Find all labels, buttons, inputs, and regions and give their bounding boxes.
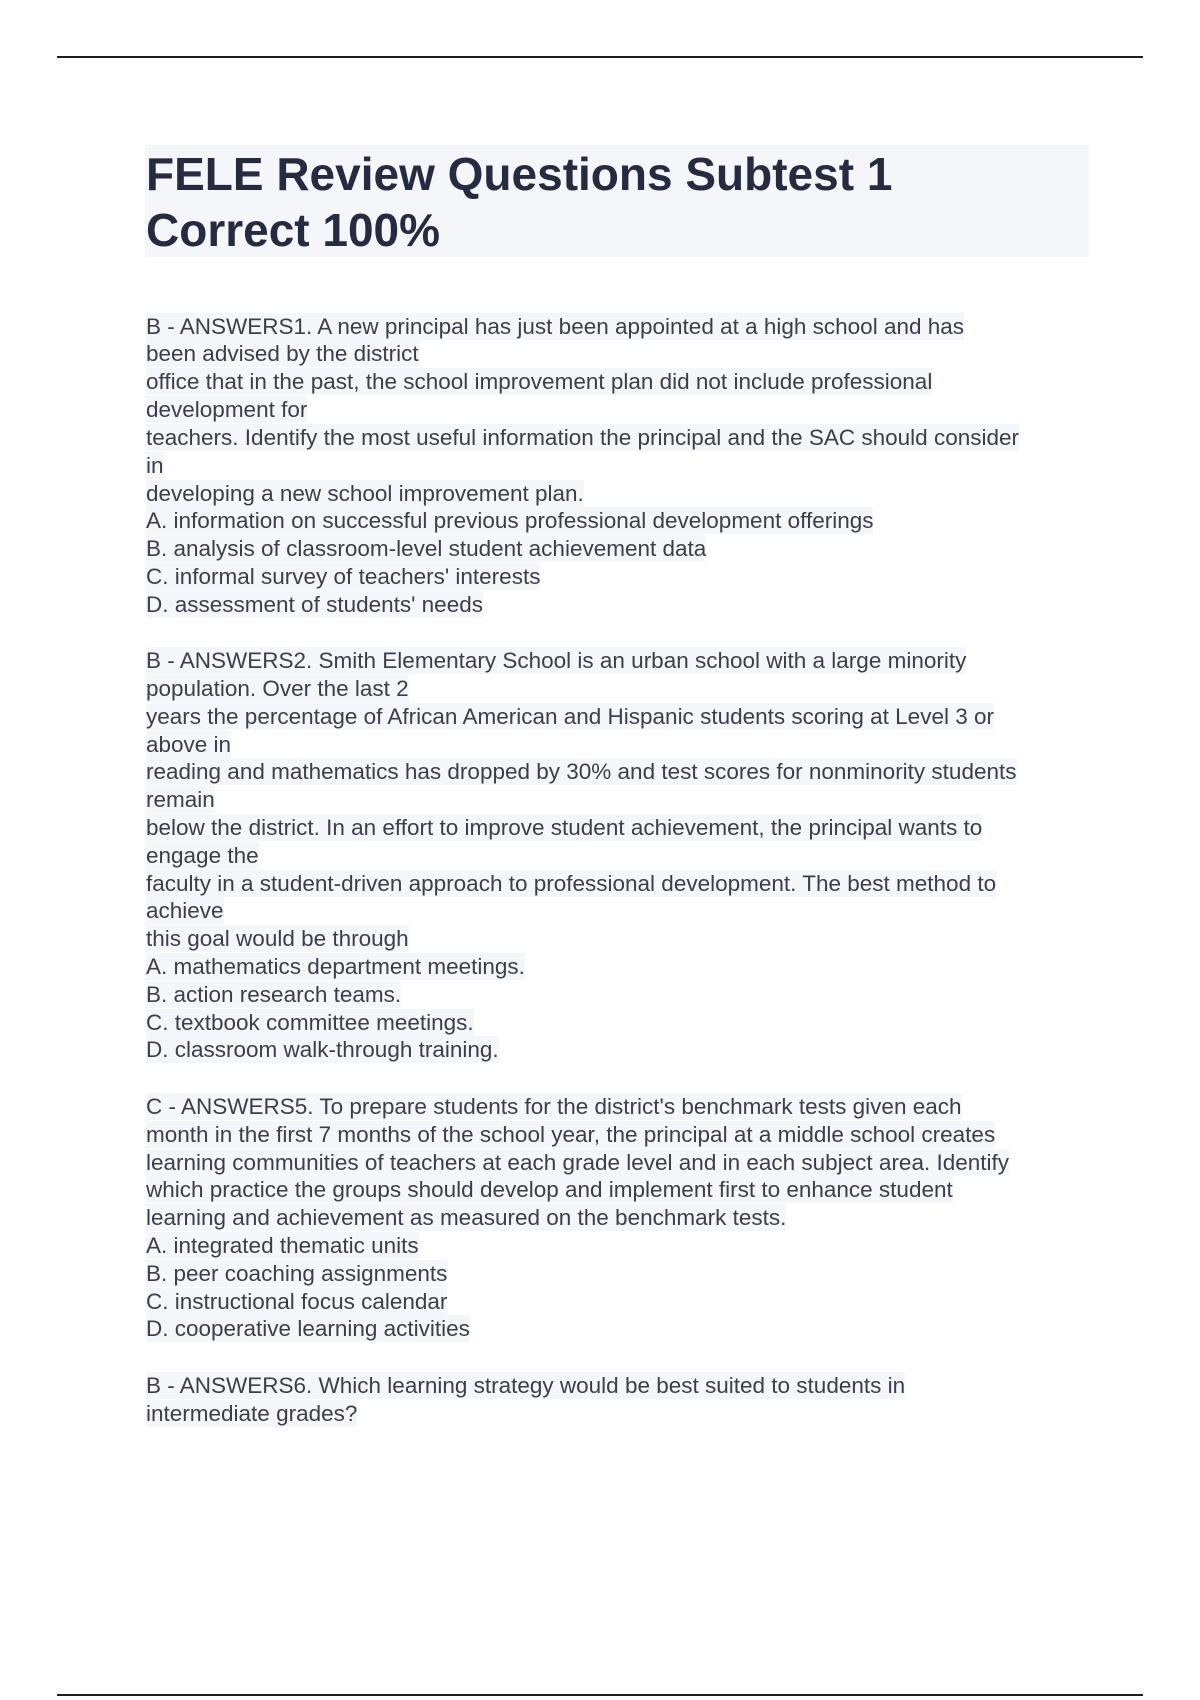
page-title-line-1: FELE Review Questions Subtest 1 xyxy=(146,148,893,200)
question-text-line: remain xyxy=(146,787,215,812)
question-text-line: intermediate grades? xyxy=(146,1401,358,1426)
question-text-line: learning and achievement as measured on the benchmark tests. xyxy=(146,1205,787,1230)
question-text-line: B - ANSWERS2. Smith Elementary School is an urban school with a large minority xyxy=(146,648,967,673)
question-text-line: B - ANSWERS1. A new principal has just been appointed at a high school and has xyxy=(146,314,965,339)
question-text-line: years the percentage of African American and Hispanic students scoring at Level 3 or xyxy=(146,704,994,729)
question-text-line: development for xyxy=(146,397,308,422)
question-text-line: C - ANSWERS5. To prepare students for the district's benchmark tests given each xyxy=(146,1094,962,1119)
question-text-line: month in the first 7 months of the school year, the principal at a middle school creates xyxy=(146,1122,996,1147)
question-text-line: below the district. In an effort to improve student achievement, the principal wants to xyxy=(146,815,983,840)
answer-option: A. integrated thematic units xyxy=(146,1233,419,1258)
answer-option: A. information on successful previous professional development offerings xyxy=(146,508,874,533)
answer-option: B. analysis of classroom-level student achievement data xyxy=(146,536,707,561)
question-text-line: engage the xyxy=(146,843,259,868)
bottom-rule xyxy=(57,1694,1143,1696)
question-text-line: achieve xyxy=(146,898,224,923)
answer-option: D. cooperative learning activities xyxy=(146,1316,470,1341)
question-text-line: office that in the past, the school improvement plan did not include professional xyxy=(146,369,933,394)
question-text-line: in xyxy=(146,453,164,478)
question-text-line: developing a new school improvement plan. xyxy=(146,481,584,506)
question-text-line: population. Over the last 2 xyxy=(146,676,409,701)
question-text-line: been advised by the district xyxy=(146,341,419,366)
top-rule xyxy=(57,56,1143,58)
question-text-line: reading and mathematics has dropped by 30% and test scores for nonminority students xyxy=(146,759,1017,784)
question-text-line: teachers. Identify the most useful information the principal and the SAC should consider xyxy=(146,425,1019,450)
answer-option: B. peer coaching assignments xyxy=(146,1261,448,1286)
answer-option: D. classroom walk-through training. xyxy=(146,1037,499,1062)
question-text-line: learning communities of teachers at each grade level and in each subject area. Identify xyxy=(146,1150,1010,1175)
answer-option: D. assessment of students' needs xyxy=(146,592,483,617)
page-title-line-2: Correct 100% xyxy=(146,204,441,256)
question-text-line: which practice the groups should develop and implement first to enhance student xyxy=(146,1177,953,1202)
question-text-line: B - ANSWERS6. Which learning strategy would be best suited to students in xyxy=(146,1373,906,1398)
answer-option: C. instructional focus calendar xyxy=(146,1289,448,1314)
answer-option: C. informal survey of teachers' interests xyxy=(146,564,541,589)
answer-option: B. action research teams. xyxy=(146,982,402,1007)
question-text-line: above in xyxy=(146,732,232,757)
answer-option: C. textbook committee meetings. xyxy=(146,1010,474,1035)
answer-option: A. mathematics department meetings. xyxy=(146,954,525,979)
question-text-line: this goal would be through xyxy=(146,926,409,951)
question-text-line: faculty in a student-driven approach to professional development. The best method to xyxy=(146,871,997,896)
